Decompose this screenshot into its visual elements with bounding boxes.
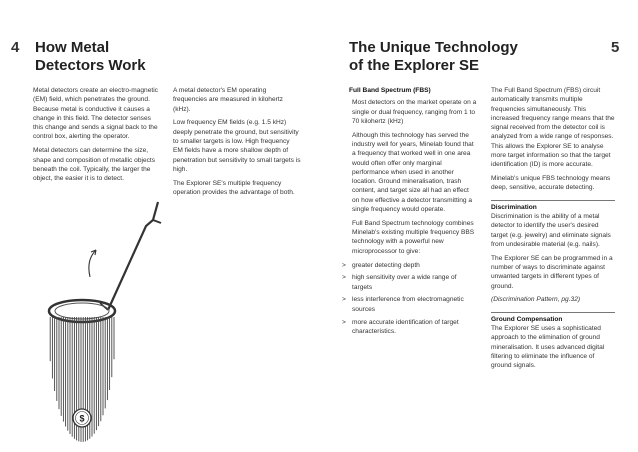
target-symbol: $ [79,413,85,424]
paragraph: The Explorer SE uses a sophisticated approach to the elimination of ground mineralisation. It uses advanced digital filtering to eliminate the influence of ground signals. [491,325,605,370]
left-page-title [35,39,146,75]
paragraph: Although this technology has served the industry well for years, Minelab found that a frequency that worked well in one area would often offer only marginal performance when used in another location. Ground mineralisation, trash content, and target size all had an effect on how effective a detector transmitting a single frequency would operate. [352,131,474,214]
metal-detector-icon [49,202,161,322]
paragraph: Low frequency EM fields (e.g. 1.5 kHz) deeply penetrate the ground, but sensitivity to smaller targets is low. High frequency EM fields have a more shallow depth of penetration but sensitivity to small targets is high. [173,119,301,173]
metal-detector-illustration [30,190,190,452]
paragraph: Minelab's unique FBS technology means deep, sensitive, accurate detecting. [491,175,611,192]
paragraph: The Explorer SE's multiple frequency operation provides the advantage of both. [173,179,295,196]
section-heading-fbs: Full Band Spectrum (FBS) [349,87,431,94]
right-page-title [349,39,518,75]
paragraph: Most detectors on the market operate on a single or dual frequency, ranging from 1 to 70 kilohertz (kHz) [352,99,477,125]
list-item: > more accurate identification of target characteristics. [342,318,477,337]
paragraph: Full Band Spectrum technology combines Minelab's existing multiple frequency BBS technology with a powerful new microprocessor to give: [352,219,475,255]
right-title-line2: of the Explorer SE [349,57,480,74]
list-item: > less interference from electromagnetic sources [342,295,477,314]
left-page-number: 4 [11,39,20,56]
right-page-number: 5 [611,39,620,56]
paragraph: Discrimination is the ability of a metal detector to identify the user's desired target (e.g. jewelry) and eliminate signals from undesirable material (e.g. nails). [491,213,611,248]
paragraph: A metal detector's EM operating frequencies are measured in kilohertz (kHz). [173,87,283,113]
left-column-1 [33,86,161,188]
section-heading-ground-compensation: Ground Compensation [491,315,563,323]
paragraph: The Full Band Spectrum (FBS) circuit automatically transmits multiple frequencies simultaneously. This increased frequency range means that the signal received from the detector coil is analyzed from a wide range of responses. This allows the Explorer SE to analyse more target information so that the target identification (ID) is more accurate. [491,87,615,169]
right-title-line1: The Unique Technology [349,39,518,56]
list-item: > high sensitivity over a wide range of targets [342,273,477,292]
right-column-1 [349,86,477,340]
right-column-2 [491,86,615,375]
curved-arrow-icon [89,250,96,277]
paragraph: Metal detectors create an electro-magnetic (EM) field, which penetrates the ground. Because metal is conductive it causes a change in this field. The detector senses this change and sends a signal back to the control box, alerting the operator. [33,87,158,141]
paragraph: Metal detectors can determine the size, shape and composition of metallic objects beneath the coil. Typically, the larger the object, the easier it is to detect. [33,147,156,183]
list-item: > greater detecting depth [342,261,477,270]
section-divider [491,200,615,201]
section-heading-discrimination: Discrimination [491,203,537,211]
left-title-line2: Detectors Work [35,57,146,74]
paragraph: The Explorer SE can be programmed in a number of ways to discriminate against unwanted targets in different types of ground. [491,254,613,290]
benefit-list [342,261,477,337]
dollar-coin-icon [73,409,91,427]
left-column-2 [173,86,301,202]
cross-reference: (Discrimination Pattern, pg.32) [491,296,581,304]
left-title-line1: How Metal [35,39,110,56]
section-divider [491,312,615,313]
